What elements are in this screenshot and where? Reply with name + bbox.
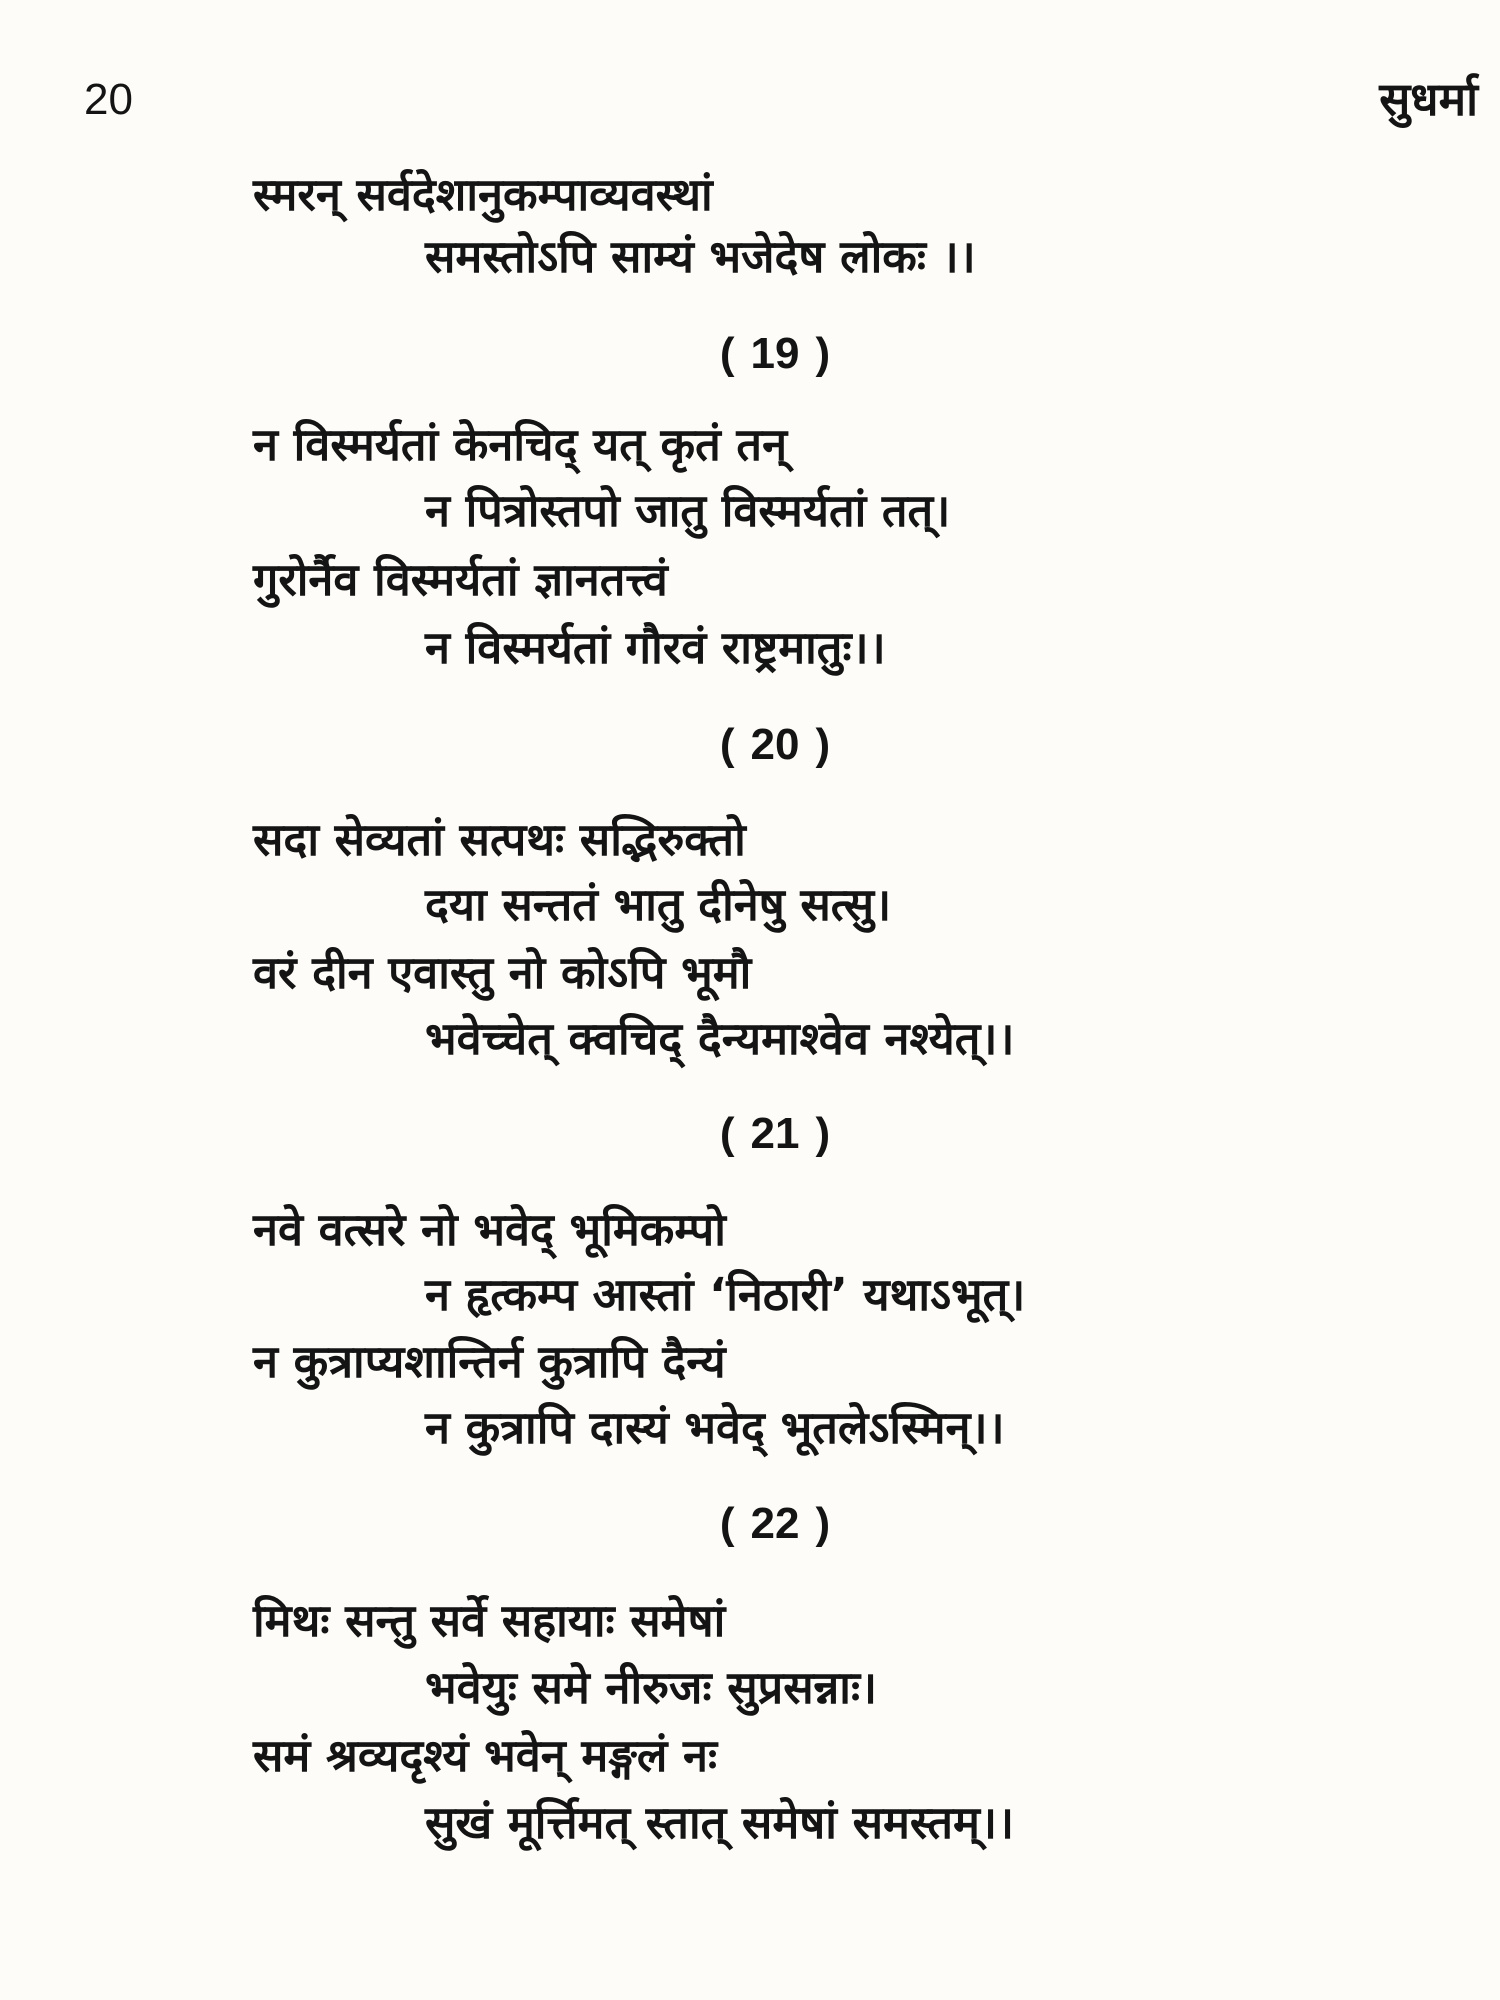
verse-number: ( 20 ) [719, 720, 831, 769]
page-number: 20 [84, 75, 133, 124]
verse-line: न कुत्राप्यशान्तिर्न कुत्रापि दैन्यं [253, 1335, 726, 1388]
verse-line: स्मरन् सर्वदेशानुकम्पाव्यवस्थां [253, 168, 713, 221]
verse-line: मिथः सन्तु सर्वे सहायाः समेषां [253, 1594, 726, 1647]
verse-line: भवेच्चेत् क्वचिद् दैन्यमाश्वेव नश्येत्।। [425, 1012, 1015, 1065]
verse-line: न विस्मर्यतां केनचिद् यत् कृतं तन् [253, 418, 788, 471]
verse-line: सदा सेव्यतां सत्पथः सद्भिरुक्तो [253, 813, 746, 866]
verse-number: ( 19 ) [719, 329, 831, 378]
verse-line: वरं दीन एवास्तु नो कोऽपि भूमौ [253, 946, 752, 999]
verse-line: नवे वत्सरे नो भवेद् भूमिकम्पो [253, 1203, 726, 1256]
verse-line: समस्तोऽपि साम्यं भजेदेष लोकः ।। [425, 230, 976, 283]
verse-line: सुखं मूर्त्तिमत् स्तात् समेषां समस्तम्।। [425, 1796, 1015, 1849]
verse-line: न कुत्रापि दास्यं भवेद् भूतलेऽस्मिन्।। [425, 1401, 1005, 1454]
verse-line: समं श्रव्यदृश्यं भवेन् मङ्गलं नः [253, 1729, 718, 1782]
verse-number: ( 22 ) [719, 1499, 831, 1548]
verse-line: दया सन्ततं भातु दीनेषु सत्सु। [425, 878, 892, 931]
verse-line: भवेयुः समे नीरुजः सुप्रसन्नाः। [425, 1661, 878, 1714]
verse-line: न विस्मर्यतां गौरवं राष्ट्रमातुः।। [425, 621, 886, 674]
verse-line: न हृत्कम्प आस्तां ‘निठारी’ यथाऽभूत्। [425, 1268, 1026, 1321]
verse-number: ( 21 ) [719, 1109, 831, 1158]
verse-line: गुरोर्नैव विस्मर्यतां ज्ञानतत्त्वं [253, 553, 668, 606]
running-head: सुधर्मा [1379, 72, 1478, 126]
verse-line: न पित्रोस्तपो जातु विस्मर्यतां तत्। [425, 484, 951, 537]
